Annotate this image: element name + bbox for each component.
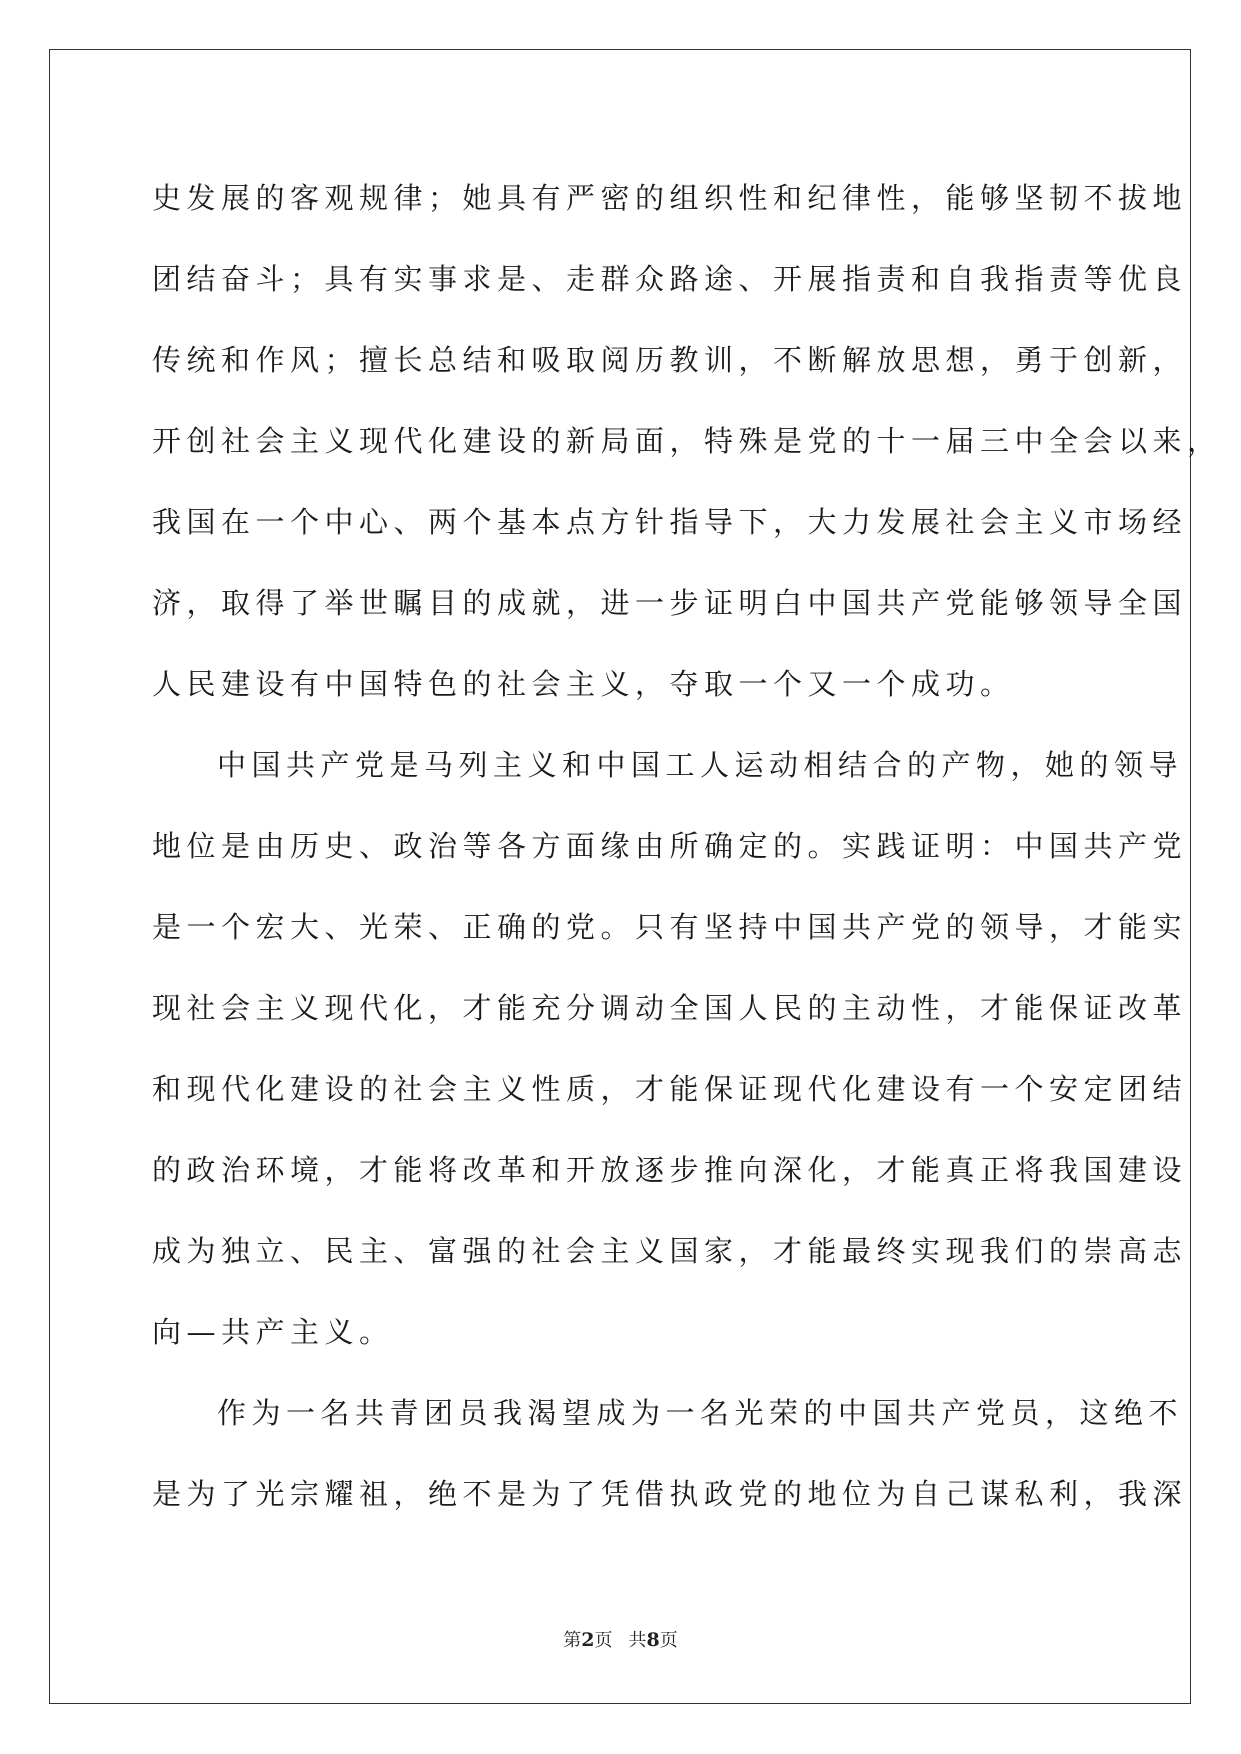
paragraph-first-line: 作为一名共青团员我渴望成为一名光荣的中国共产党员，这绝不 — [217, 1396, 1184, 1430]
text-line: 人民建设有中国特色的社会主义，夺取一个又一个成功。 — [152, 667, 1015, 701]
page-total-prefix: 共 — [628, 1630, 647, 1651]
paragraph-first-line: 中国共产党是马列主义和中国工人运动相结合的产物，她的领导 — [217, 748, 1184, 782]
text-line: 史发展的客观规律；她具有严密的组织性和纪律性，能够坚韧不拔地 — [152, 181, 1188, 215]
text-line: 地位是由历史、政治等各方面缘由所确定的。实践证明：中国共产党 — [152, 829, 1188, 863]
page-total-suffix: 页 — [659, 1630, 678, 1651]
page-total: 8 — [646, 1629, 660, 1651]
text-line: 我国在一个中心、两个基本点方针指导下，大力发展社会主义市场经 — [152, 505, 1188, 539]
text-line: 向—共产主义。 — [152, 1315, 394, 1349]
page-number-current: 2 — [581, 1629, 595, 1651]
text-line: 传统和作风；擅长总结和吸取阅历教训，不断解放思想，勇于创新， — [152, 343, 1188, 377]
text-line: 成为独立、民主、富强的社会主义国家，才能最终实现我们的崇高志 — [152, 1234, 1188, 1268]
document-body — [152, 158, 1222, 1535]
text-line: 是一个宏大、光荣、正确的党。只有坚持中国共产党的领导，才能实 — [152, 910, 1188, 944]
text-line: 现社会主义现代化，才能充分调动全国人民的主动性，才能保证改革 — [152, 991, 1188, 1025]
page-footer — [0, 1626, 1241, 1652]
text-line: 的政治环境，才能将改革和开放逐步推向深化，才能真正将我国建设 — [152, 1153, 1188, 1187]
text-line: 是为了光宗耀祖，绝不是为了凭借执政党的地位为自己谋私利，我深 — [152, 1477, 1188, 1511]
text-line: 开创社会主义现代化建设的新局面，特殊是党的十一届三中全会以来， — [152, 424, 1222, 458]
text-line: 团结奋斗；具有实事求是、走群众路途、开展指责和自我指责等优良 — [152, 262, 1188, 296]
text-line: 和现代化建设的社会主义性质，才能保证现代化建设有一个安定团结 — [152, 1072, 1188, 1106]
page-number-suffix: 页 — [594, 1630, 613, 1651]
text-line: 济，取得了举世瞩目的成就，进一步证明白中国共产党能够领导全国 — [152, 586, 1188, 620]
page-number-prefix: 第 — [563, 1630, 582, 1651]
